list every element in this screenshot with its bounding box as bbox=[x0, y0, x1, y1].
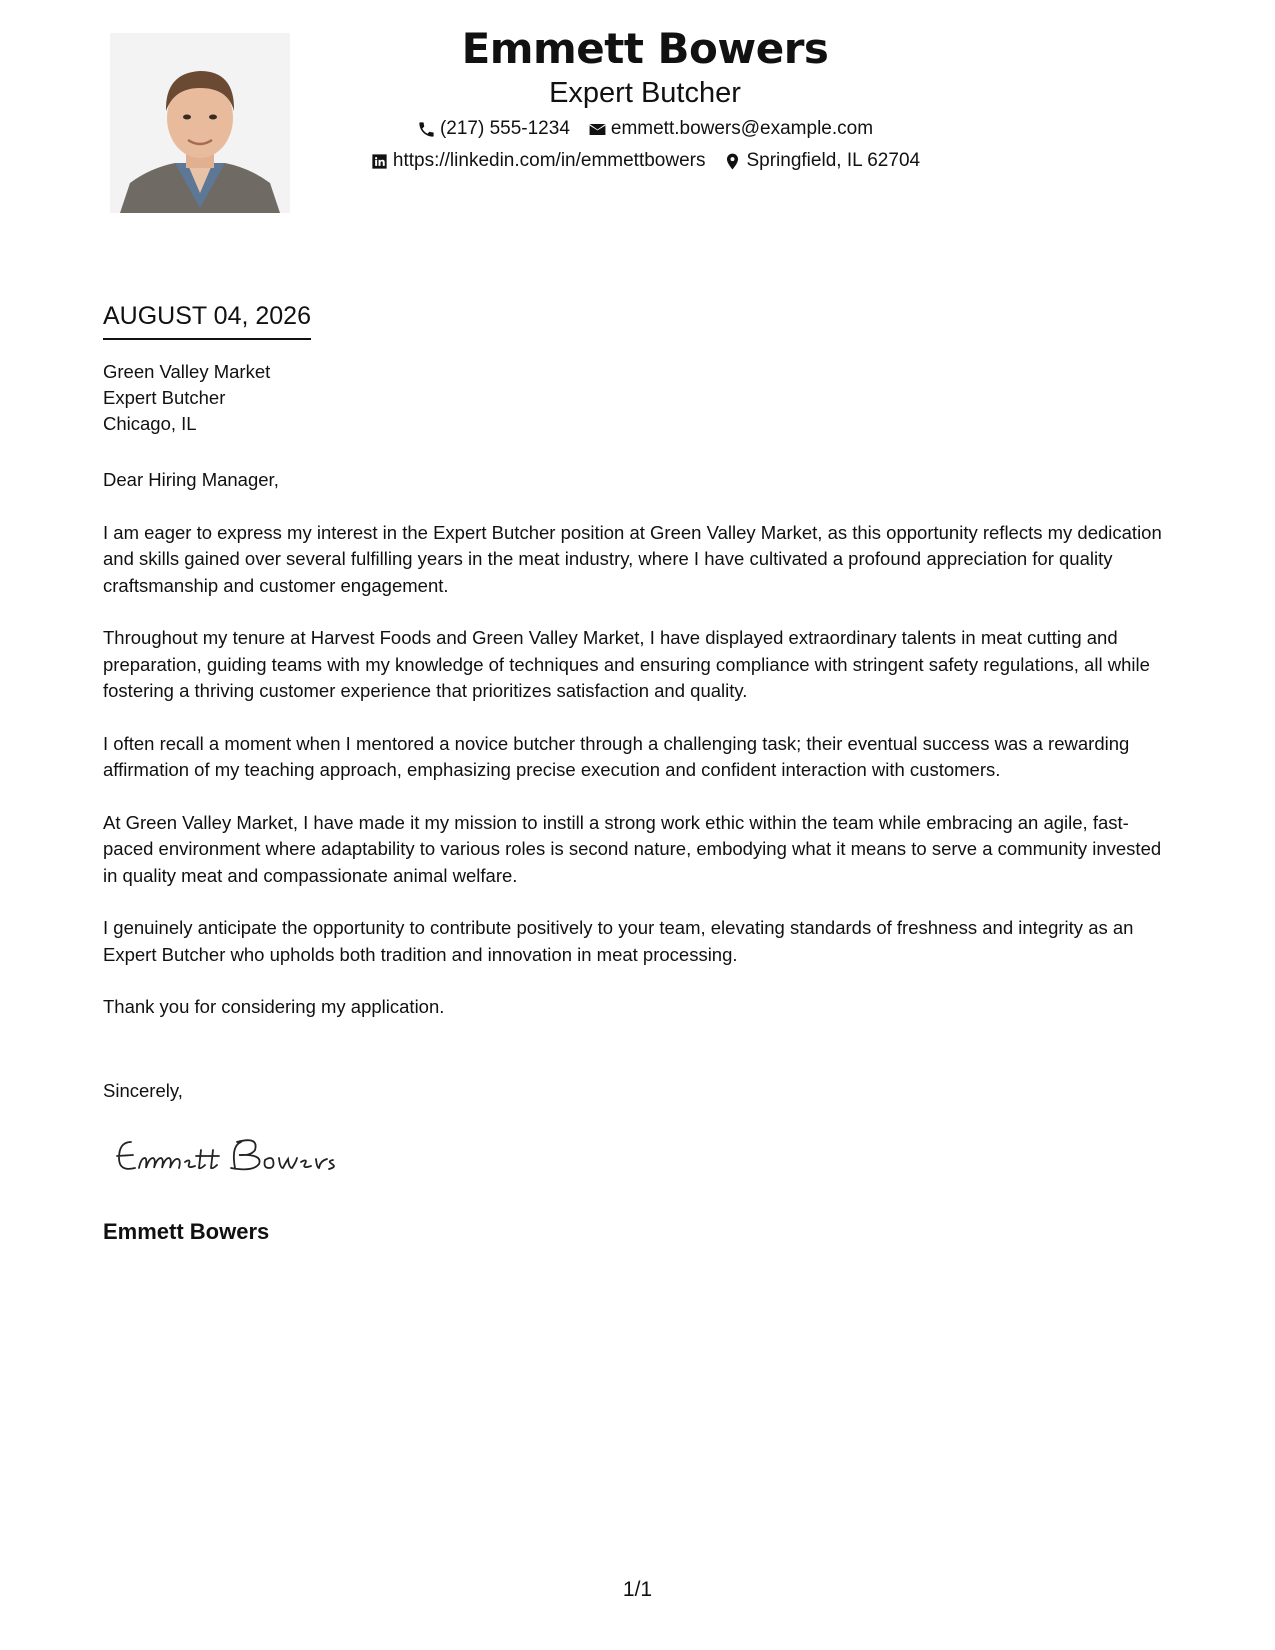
linkedin-text[interactable]: https://linkedin.com/in/emmettbowers bbox=[392, 150, 706, 171]
phone-icon bbox=[417, 120, 436, 139]
signature-image bbox=[113, 1128, 353, 1178]
letter-date: AUGUST 04, 2026 bbox=[103, 300, 311, 340]
recipient-company: Green Valley Market bbox=[103, 361, 271, 382]
letter-body bbox=[103, 467, 1173, 1047]
contact-phone bbox=[417, 114, 570, 144]
contact-linkedin[interactable] bbox=[370, 146, 706, 176]
email-text[interactable]: emmett.bowers@example.com bbox=[610, 118, 874, 139]
contact-location bbox=[723, 146, 920, 176]
paragraph: Throughout my tenure at Harvest Foods and Green Valley Market, I have displayed extraordinary talents in meat cutting and preparation, guiding teams with my knowledge of techniques and ensuring compliance with stringent safety regulations, all while fostering a thriving customer experience that prioritizes satisfaction and quality. bbox=[103, 627, 1150, 701]
applicant-role: Expert Butcher bbox=[549, 77, 741, 109]
paragraph: At Green Valley Market, I have made it my mission to instill a strong work ethic within the team while embracing an agile, fast-paced environment where adaptability to various roles is second nature, embodying what it means to serve a community invested in quality meat and compassionate animal welfare. bbox=[103, 811, 1162, 886]
applicant-name: Emmett Bowers bbox=[461, 24, 829, 73]
letter-header bbox=[300, 20, 990, 176]
map-pin-icon bbox=[723, 152, 742, 171]
signer-name: Emmett Bowers bbox=[103, 1219, 270, 1244]
portrait-image bbox=[110, 33, 290, 213]
recipient-position: Expert Butcher bbox=[103, 387, 226, 408]
envelope-icon bbox=[588, 120, 607, 139]
phone-text: (217) 555-1234 bbox=[439, 118, 570, 139]
contact-row-primary bbox=[300, 114, 990, 144]
closing: Sincerely, bbox=[103, 1080, 183, 1101]
paragraph: Thank you for considering my application. bbox=[103, 996, 445, 1017]
paragraph: I often recall a moment when I mentored a novice butcher through a challenging task; their eventual success was a rewarding affirmation of my teaching approach, emphasizing precise execution and confident interaction with customers. bbox=[103, 732, 1130, 780]
contact-row-secondary bbox=[300, 146, 990, 176]
linkedin-icon bbox=[370, 152, 389, 171]
paragraph: I am eager to express my interest in the Expert Butcher position at Green Valley Market, as this opportunity reflects my dedication and skills gained over several fulfilling years in the meat industry, where I have cultivated a profound appreciation for quality craftsmanship and customer engagement. bbox=[103, 521, 1162, 596]
page-number: 1/1 bbox=[622, 1578, 653, 1601]
paragraph: I genuinely anticipate the opportunity to contribute positively to your team, elevating standards of freshness and integrity as an Expert Butcher who upholds both tradition and innovation in meat processing. bbox=[103, 917, 1134, 965]
greeting: Dear Hiring Manager, bbox=[103, 469, 279, 490]
recipient-block bbox=[103, 359, 270, 437]
contact-email[interactable] bbox=[588, 114, 873, 144]
profile-photo bbox=[110, 33, 290, 213]
recipient-city: Chicago, IL bbox=[103, 413, 197, 434]
signature bbox=[113, 1128, 353, 1178]
location-text: Springfield, IL 62704 bbox=[746, 150, 921, 171]
